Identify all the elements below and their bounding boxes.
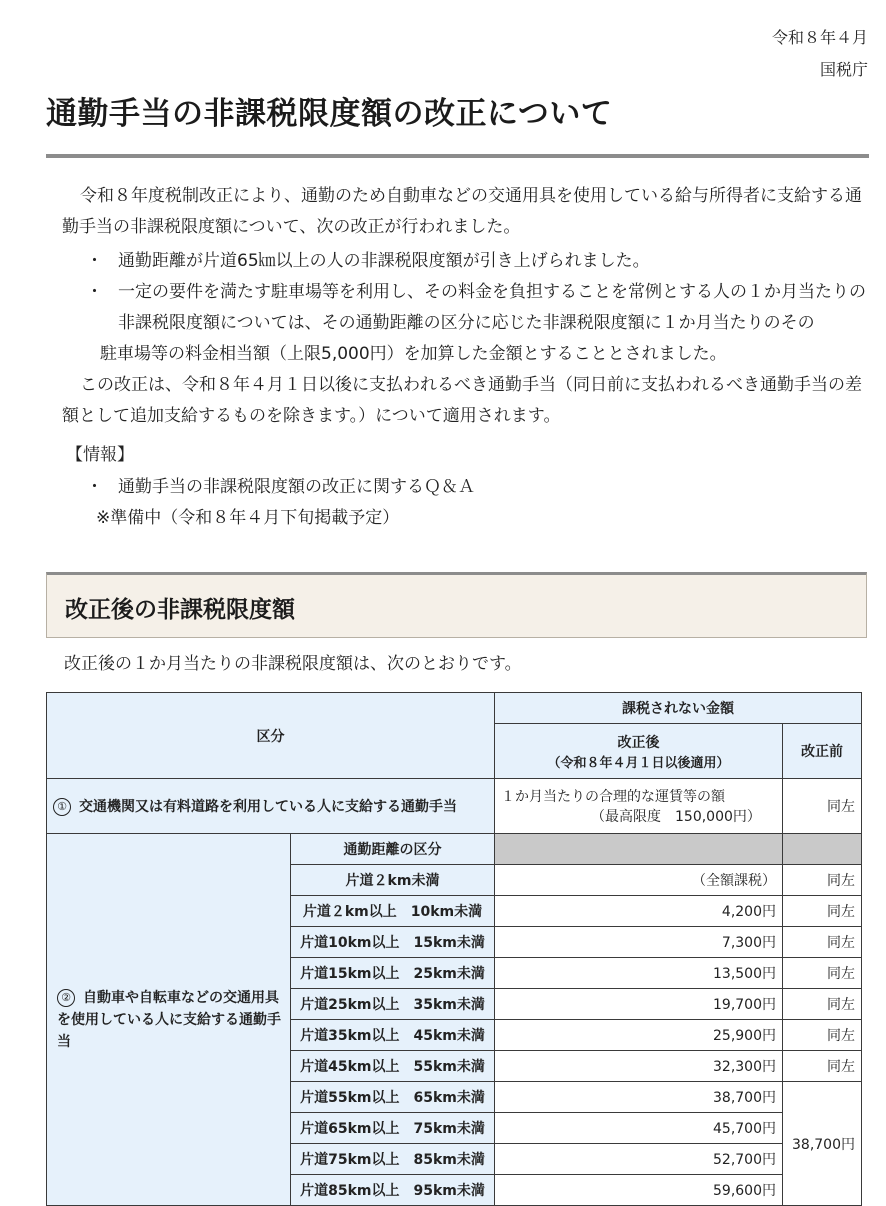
bullet-item-2 — [86, 277, 868, 370]
before-cell: 同左 — [783, 989, 862, 1020]
blank-cell — [495, 834, 783, 865]
preparation-note: ※準備中（令和８年４月下旬掲載予定） — [96, 508, 400, 528]
header-before: 改正前 — [783, 724, 862, 779]
amount-cell: （全額課税） — [495, 865, 783, 896]
distance-cell: 片道25km以上 35km未満 — [291, 989, 495, 1020]
page-title: 通勤手当の非課税限度額の改正について — [46, 96, 613, 132]
before-cell: 同左 — [783, 927, 862, 958]
info-bullet — [86, 472, 868, 503]
before-cell: 同左 — [783, 896, 862, 927]
amount-cell: 19,700円 — [495, 989, 783, 1020]
amount-cell: 38,700円 — [495, 1082, 783, 1113]
circled-number: ② — [57, 989, 75, 1007]
circled-number: ① — [53, 798, 71, 816]
bullet-mark: ・ — [86, 251, 103, 271]
row1-before: 同左 — [783, 779, 862, 834]
amount-cell: 52,700円 — [495, 1144, 783, 1175]
section-intro: 改正後の１か月当たりの非課税限度額は、次のとおりです。 — [64, 654, 522, 674]
amount-cell: 4,200円 — [495, 896, 783, 927]
distance-cell: 片道75km以上 85km未満 — [291, 1144, 495, 1175]
distance-cell: 片道15km以上 25km未満 — [291, 958, 495, 989]
distance-cell: 片道２km未満 — [291, 865, 495, 896]
blank-cell — [783, 834, 862, 865]
intro-paragraph: 令和８年度税制改正により、通勤のため自動車などの交通用具を使用している給与所得者に支給する通勤手当の非課税限度額について、次の改正が行われました。 — [62, 186, 862, 237]
distance-cell: 片道55km以上 65km未満 — [291, 1082, 495, 1113]
amount-cell: 7,300円 — [495, 927, 783, 958]
info-heading: 【情報】 — [66, 445, 134, 465]
row1-after-line2: （最高限度 150,000円） — [591, 809, 761, 825]
table-header-row — [47, 693, 862, 724]
header-untaxed: 課税されない金額 — [495, 693, 862, 724]
section-header — [46, 572, 867, 638]
row1-label: 交通機関又は有料道路を利用している人に支給する通勤手当 — [79, 799, 457, 815]
row2-label: 自動車や自転車などの交通用具を使用している人に支給する通勤手当 — [57, 989, 281, 1050]
bullet-text: 一定の要件を満たす駐車場等を利用し、その料金を負担することを常例とする人の１か月当たりの非課税限度額については、その通勤距離の区分に応じた非課税限度額に１か月当たりのその — [118, 282, 866, 333]
qa-link[interactable]: 通勤手当の非課税限度額の改正に関するＱ＆Ａ — [118, 477, 475, 497]
row1-after-line1: １か月当たりの合理的な運賃等の額 — [501, 789, 725, 805]
distance-cell: 片道35km以上 45km未満 — [291, 1020, 495, 1051]
distance-cell: 片道85km以上 95km未満 — [291, 1175, 495, 1206]
section-title: 改正後の非課税限度額 — [65, 597, 295, 623]
bullet-text: 通勤距離が片道65㎞以上の人の非課税限度額が引き上げられました。 — [118, 251, 650, 271]
row1-after — [495, 779, 783, 834]
agency-name: 国税庁 — [819, 60, 868, 79]
bullet-text-continued: 駐車場等の料金相当額（上限5,000円）を加算した金額とすることとされました。 — [100, 344, 727, 364]
distance-cell: 片道45km以上 55km未満 — [291, 1051, 495, 1082]
distance-header: 通勤距離の区分 — [291, 834, 495, 865]
amount-cell: 45,700円 — [495, 1113, 783, 1144]
apply-paragraph: この改正は、令和８年４月１日以後に支払われるべき通勤手当（同日前に支払われるべき通勤手当の差額として追加支給するものを除きます。）について適用されます。 — [62, 375, 862, 426]
before-cell: 同左 — [783, 865, 862, 896]
merged-before-cell: 38,700円 — [783, 1082, 862, 1206]
row1-category — [47, 779, 495, 834]
header-after — [495, 724, 783, 779]
before-cell: 同左 — [783, 958, 862, 989]
amount-cell: 59,600円 — [495, 1175, 783, 1206]
header-meta — [772, 22, 868, 86]
distance-cell: 片道65km以上 75km未満 — [291, 1113, 495, 1144]
header-category: 区分 — [47, 693, 495, 779]
amount-cell: 32,300円 — [495, 1051, 783, 1082]
amount-cell: 25,900円 — [495, 1020, 783, 1051]
header-after-label: 改正後 — [617, 734, 660, 751]
distance-cell: 片道10km以上 15km未満 — [291, 927, 495, 958]
distance-cell: 片道２km以上 10km未満 — [291, 896, 495, 927]
bullet-mark: ・ — [86, 477, 103, 497]
row2-label-wrap — [53, 987, 284, 1053]
table-row — [47, 779, 862, 834]
bullet-mark: ・ — [86, 282, 103, 302]
before-cell: 同左 — [783, 1020, 862, 1051]
publish-date: 令和８年４月 — [771, 28, 868, 47]
row2-category — [47, 834, 291, 1206]
limits-table — [46, 692, 862, 1206]
amount-cell: 13,500円 — [495, 958, 783, 989]
bullet-item-1 — [86, 246, 868, 277]
header-after-sub: （令和８年４月１日以後適用） — [547, 755, 730, 771]
table-row — [47, 834, 862, 865]
title-divider — [46, 154, 869, 158]
before-cell: 同左 — [783, 1051, 862, 1082]
